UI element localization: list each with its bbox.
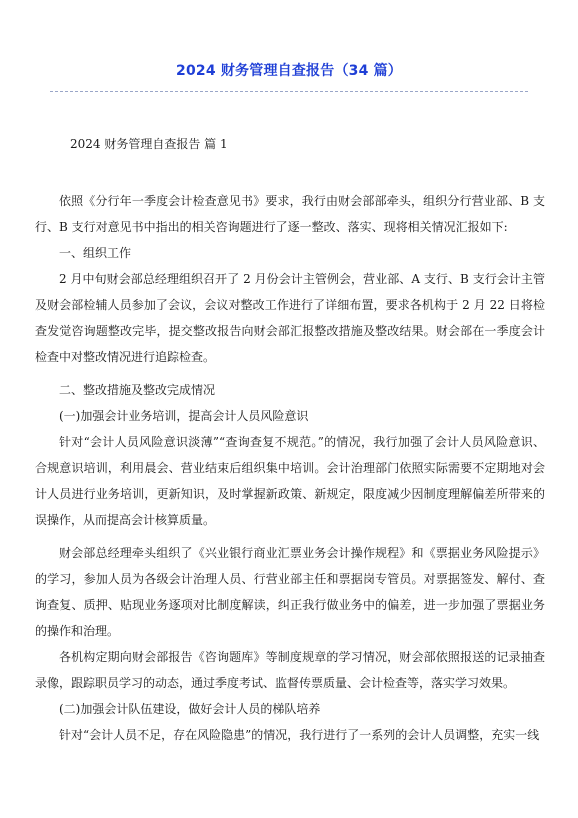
- paragraph: 针对“会计人员不足，存在风险隐患”的情况，我行进行了一系列的会计人员调整，充实一线: [59, 728, 540, 742]
- section-subtitle: 2024 财务管理自查报告 篇 1: [70, 137, 228, 151]
- paragraph: 财会部总经理牵头组织了《兴业银行商业汇票业务会计操作规程》和《票据业务风险提示》的学习，参加人员为各级会计治理人员、行营业部主任和票据岗专管员。对票据签发、解付、查询查复、质押、贴现业务逐项对比制度解读，纠正我行做业务中的偏差，进一步加强了票据业务的操作和治理。: [35, 546, 545, 638]
- subsection-heading: (二)加强会计队伍建设，做好会计人员的梯队培养: [59, 702, 321, 716]
- document-body: [35, 188, 545, 748]
- paragraph: 2 月中旬财会部总经理组织召开了 2 月份会计主管例会，营业部、A 支行、B 支行会计主管及财会部检辅人员参加了会议，会议对整改工作进行了详细布置，要求各机构于 2 月 22 日将检查发觉咨询题整改完毕，提交整改报告向财会部汇报整改措施及整改结果。财会部在一季度会计检查中对整改情况进行追踪检查。: [35, 272, 545, 364]
- section-heading: 二、整改措施及整改完成情况: [59, 383, 216, 397]
- subsection-heading: (一)加强会计业务培训，提高会计人员风险意识: [59, 409, 309, 423]
- document-title: 2024 财务管理自查报告（34 篇）: [176, 63, 402, 79]
- paragraph: 各机构定期向财会部报告《咨询题库》等制度规章的学习情况，财会部依照报送的记录抽查录像，跟踪职员学习的动态，通过季度考试、监督传票质量、会计检查等，落实学习效果。: [35, 650, 545, 690]
- title-divider: [50, 91, 528, 92]
- paragraph: 依照《分行年一季度会计检查意见书》要求，我行由财会部部牵头，组织分行营业部、B 支行、B 支行对意见书中指出的相关咨询题进行了逐一整改、落实、现将相关情况汇报如下:: [35, 194, 545, 234]
- section-heading: 一、组织工作: [59, 246, 132, 260]
- paragraph: 针对“会计人员风险意识淡薄”“查询查复不规范。”的情况，我行加强了会计人员风险意识、合规意识培训，利用晨会、营业结束后组织集中培训。会计治理部门依照实际需要不定期地对会计人员进行业务培训，更新知识，及时掌握新政策、新规定，限度减少因制度理解偏差所带来的误操作，从而提高会计核算质量。: [35, 435, 545, 527]
